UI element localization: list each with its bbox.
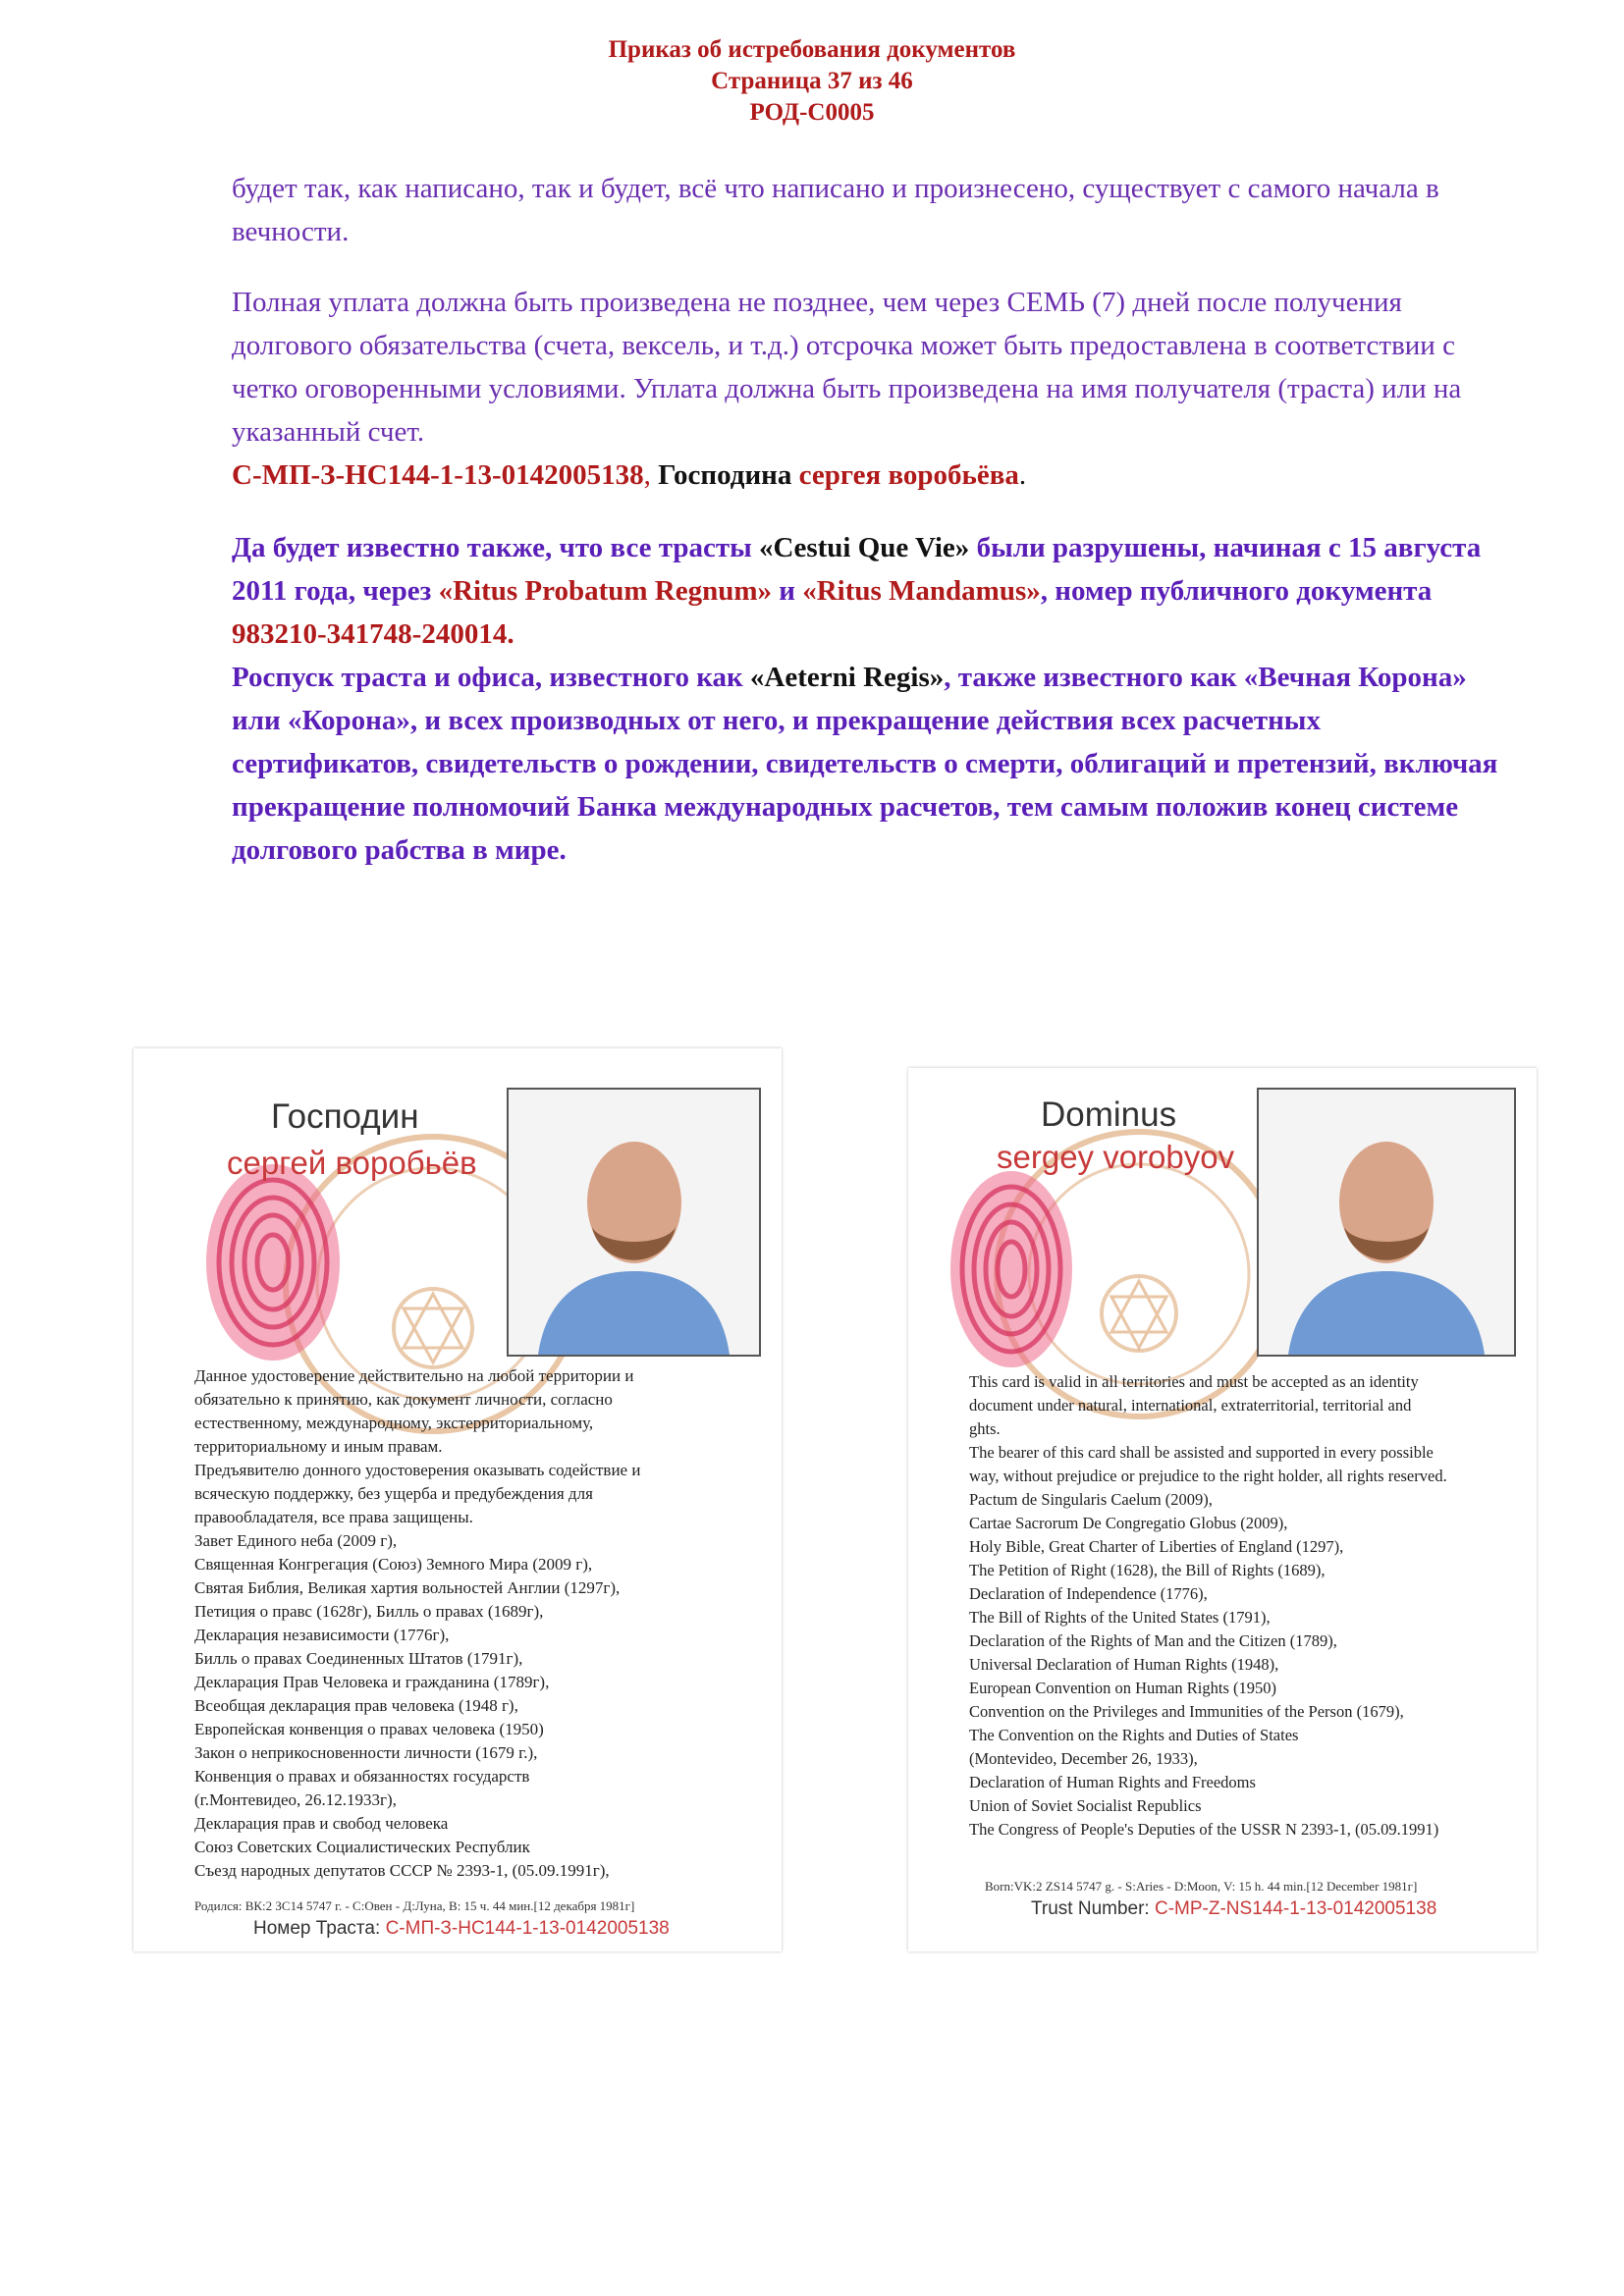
card-line: Европейская конвенция о правах человека (1950): [194, 1720, 544, 1738]
trust-number: С-МП-З-НС144-1-13-0142005138: [385, 1918, 670, 1939]
card-line: Декларация независимости (1776г),: [194, 1626, 450, 1644]
p3-quote-ritus-mandamus: «Ritus Mandamus»: [802, 575, 1041, 607]
card-line: Всеобщая декларация прав человека (1948 г),: [194, 1696, 518, 1715]
card-line: Декларация Прав Человека и гражданина (1789г),: [194, 1673, 550, 1691]
card-text-en: [969, 1370, 1447, 1842]
card-line: The bearer of this card shall be assisted and supported in every possible: [969, 1443, 1434, 1462]
person-photo-icon: [1259, 1090, 1514, 1355]
card-line: территориальному и иным правам.: [194, 1437, 443, 1456]
document-title: Приказ об истребования документов: [608, 36, 1016, 63]
birth-info: Born:VK:2 ZS14 5747 g. - S:Aries - D:Moon, V: 15 h. 44 min.[12 December 1981г]: [985, 1879, 1418, 1894]
trust-label: Номер Траста:: [253, 1918, 386, 1939]
fingerprint-icon: [202, 1156, 345, 1367]
card-line: Съезд народных депутатов СССР № 2393-1, (05.09.1991г),: [194, 1861, 610, 1880]
id-card-russian: [134, 1048, 782, 1951]
card-line: естественному, международному, экстерриториальному,: [194, 1414, 594, 1432]
card-line: document under natural, international, extraterritorial, territorial and: [969, 1396, 1412, 1415]
card-line: The Bill of Rights of the United States (1791),: [969, 1608, 1271, 1627]
trust-number: C-MP-Z-NS144-1-13-0142005138: [1155, 1898, 1437, 1919]
card-holder-name: sergey vorobyov: [997, 1139, 1235, 1175]
card-line: Закон о неприкосновенности личности (1679 г.),: [194, 1743, 538, 1762]
card-line: Декларация прав и свобод человека: [194, 1814, 449, 1833]
card-line: Билль о правах Соединенных Штатов (1791г),: [194, 1649, 523, 1668]
card-line: Declaration of Human Rights and Freedoms: [969, 1773, 1256, 1791]
person-photo-icon: [509, 1090, 759, 1355]
card-title: Dominus: [1041, 1095, 1177, 1134]
card-line: (г.Монтевидео, 26.12.1933г),: [194, 1790, 397, 1809]
card-line: The Congress of People's Deputies of the USSR N 2393-1, (05.09.1991): [969, 1820, 1439, 1839]
card-line: обязательно к принятию, как документ личности, согласно: [194, 1390, 613, 1409]
card-line: This card is valid in all territories and must be accepted as an identity: [969, 1372, 1419, 1391]
card-line: Pactum de Singularis Caelum (2009),: [969, 1490, 1213, 1509]
p3-quote-aeterni: «Aeterni Regis»: [749, 662, 945, 693]
p3-text-2: были разрушены, начиная с 15 августа 2011 года, через: [232, 532, 1482, 607]
public-document-number: 983210-341748-240014.: [232, 618, 514, 650]
holder-photo: [507, 1088, 761, 1357]
p3-text-4: , номер публичного документа: [1040, 575, 1433, 607]
card-line: Convention on the Privileges and Immunities of the Person (1679),: [969, 1702, 1404, 1721]
trust-number-line: [1031, 1898, 1436, 1920]
trust-label: Trust Number:: [1031, 1898, 1155, 1919]
card-text-ru: [194, 1364, 640, 1883]
recipient-name: сергея воробьёва: [798, 459, 1019, 491]
card-line: The Convention on the Rights and Duties of States: [969, 1726, 1299, 1744]
id-card-english: [908, 1068, 1537, 1951]
card-holder-name: сергей воробьёв: [227, 1145, 477, 1181]
p3-quote-ritus-probatum: «Ritus Probatum Regnum»: [438, 575, 772, 607]
p3-quote-cestui: «Cestui Que Vie»: [759, 532, 970, 563]
card-line: ghts.: [969, 1419, 1001, 1438]
fingerprint-icon: [947, 1166, 1075, 1372]
card-line: Данное удостоверение действительно на любой территории и: [194, 1366, 634, 1385]
card-line: всяческую поддержку, без ущерба и предубеждения для: [194, 1484, 593, 1503]
p3-text-5: Роспуск траста и офиса, известного как: [232, 662, 750, 693]
card-line: Петиция о правс (1628г), Билль о правах (1689г),: [194, 1602, 544, 1621]
card-line: (Montevideo, December 26, 1933),: [969, 1749, 1198, 1768]
document-code: РОД-С0005: [749, 99, 875, 126]
card-line: Священная Конгрегация (Союз) Земного Мира (2009 г),: [194, 1555, 593, 1574]
card-line: Союз Советских Социалистических Республик: [194, 1838, 530, 1856]
period: .: [1018, 459, 1027, 491]
card-line: way, without prejudice or prejudice to the right holder, all rights reserved.: [969, 1467, 1447, 1485]
p3-text-6: , также известного как «Вечная Корона» или «Корона», и всех производных от него, и прекращение действия всех расчетных сертификатов, свидетельств о рождении, свидетельств о смерти, облигаций и претензий, включая прекращение полномочий Банка международных расчетов, тем самым положив конец системе долгового рабства в мире.: [232, 662, 1498, 866]
card-line: Завет Единого неба (2009 г),: [194, 1531, 398, 1550]
card-title: Господин: [271, 1097, 419, 1136]
card-line: Declaration of the Rights of Man and the Citizen (1789),: [969, 1631, 1337, 1650]
card-line: правообладателя, все права защищены.: [194, 1508, 473, 1526]
page-number: Страница 37 из 46: [711, 68, 913, 94]
card-line: The Petition of Right (1628), the Bill of Rights (1689),: [969, 1561, 1326, 1579]
holder-photo: [1257, 1088, 1516, 1357]
card-line: Святая Библия, Великая хартия вольностей Англии (1297г),: [194, 1578, 621, 1597]
comma: ,: [643, 459, 651, 491]
card-line: European Convention on Human Rights (1950): [969, 1679, 1277, 1697]
card-line: Universal Declaration of Human Rights (1948),: [969, 1655, 1279, 1674]
trust-number-line: [253, 1918, 670, 1940]
paragraph-2-text: Полная уплата должна быть произведена не позднее, чем через СЕМЬ (7) дней после получения долгового обязательства (счета, вексель, и т.д.) отсрочка может быть предоставлена в соответствии с четко оговоренными условиями. Уплата должна быть произведена на имя получателя (траста) или на указанный счет.: [232, 287, 1462, 448]
trust-number: С-МП-З-НС144-1-13-0142005138: [232, 459, 644, 491]
birth-info: Родился: ВК:2 ЗС14 5747 г. - С:Овен - Д:Луна, В: 15 ч. 44 мин.[12 декабря 1981г]: [194, 1898, 635, 1913]
card-line: Конвенция о правах и обязанностях государств: [194, 1767, 530, 1786]
paragraph-3: [232, 526, 1508, 872]
paragraph-1: будет так, как написано, так и будет, всё что написано и произнесено, существует с самого начала в вечности.: [232, 173, 1439, 247]
card-line: Declaration of Independence (1776),: [969, 1584, 1208, 1603]
card-line: Holy Bible, Great Charter of Liberties of England (1297),: [969, 1537, 1344, 1556]
card-line: Union of Soviet Socialist Republics: [969, 1796, 1202, 1815]
card-line: Cartae Sacrorum De Congregatio Globus (2009),: [969, 1514, 1288, 1532]
recipient-title: Господина: [658, 459, 792, 491]
paragraph-2: [232, 281, 1508, 497]
p3-text-1: Да будет известно также, что все трасты: [232, 532, 760, 563]
card-line: Предъявителю донного удостоверения оказывать содействие и: [194, 1461, 641, 1479]
p3-text-3: и: [772, 575, 803, 607]
